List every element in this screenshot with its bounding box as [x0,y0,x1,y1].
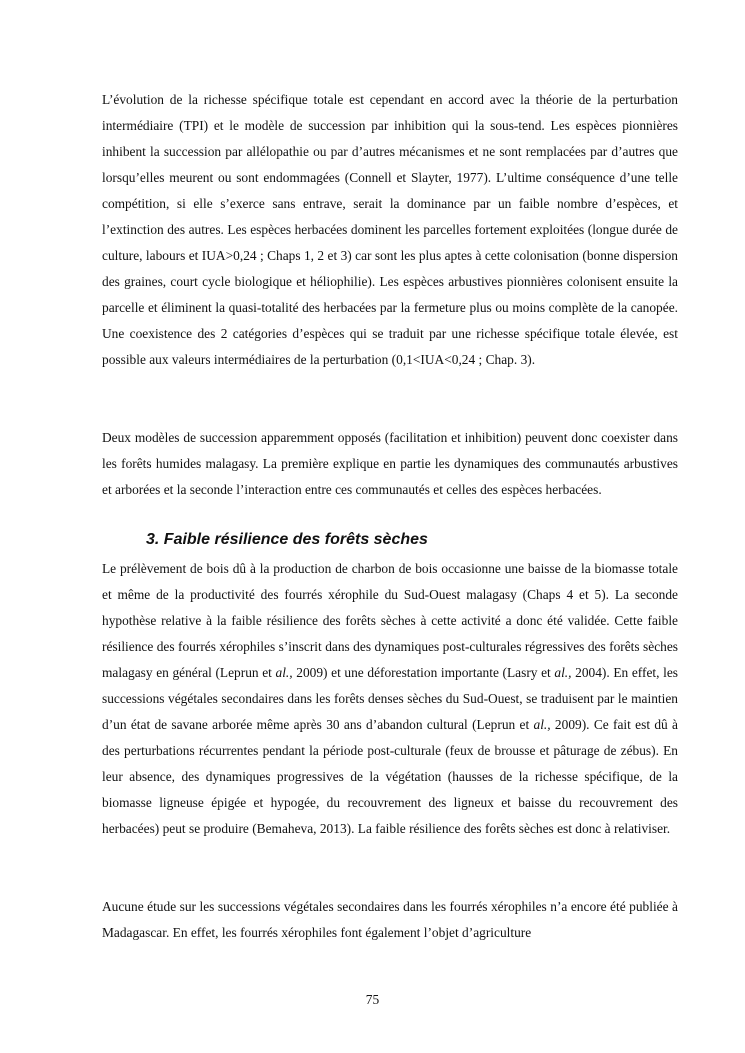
page-number: 75 [365,992,380,1007]
paragraph-text: Le prélèvement de bois dû à la production de charbon de bois occasionne une baisse de la biomasse totale et même de la productivité des fourrés xérophile du Sud-Ouest malagasy (Chaps 4 et 5). La seconde hypothèse relative à la faible résilience des forêts sèches à cette activité a donc été validée. Cette faible résilience des fourrés xérophiles s’inscrit dans des dynamiques post-culturales régressives des forêts sèches malagasy en général (Leprun et [102,561,678,680]
citation-al: al., [554,665,572,680]
paragraph-xerophile-studies: Aucune étude sur les successions végétales secondaires dans les fourrés xérophiles n’a encore été publiée à Madagascar. En effet, les fourrés xérophiles font également l’objet d’agriculture [102,899,678,940]
citation-al: al., [533,717,551,732]
paragraph-dry-forest-resilience [102,556,678,842]
paragraph-text: 2009) et une déforestation importante (Lasry et [292,665,555,680]
paragraph-text: 2004). En effet, les successions végétales secondaires dans les forêts denses sèches du Sud-Ouest, se traduisent par le maintien d’un état de savane arborée même après 30 ans d’abandon cultural (Leprun et [102,665,678,732]
section-heading: 3. Faible résilience des forêts sèches [146,531,428,548]
paragraph-succession-models: Deux modèles de succession apparemment opposés (facilitation et inhibition) peuvent donc coexister dans les forêts humides malagasy. La première explique en partie les dynamiques des communautés arbustives et arborées et la seconde l’interaction entre ces communautés et celles des espèces herbacées. [102,430,678,497]
citation-al: al., [275,665,293,680]
paragraph-tpi-inhibition: L’évolution de la richesse spécifique totale est cependant en accord avec la théorie de la perturbation intermédiaire (TPI) et le modèle de succession par inhibition qui la sous-tend. Les espèces pionnières inhibent la succession par allélopathie ou par d’autres mécanismes et ne sont remplacées par d’autres que lorsqu’elles meurent ou sont endommagées (Connell et Slayter, 1977). L’ultime conséquence d’une telle compétition, si elle s’exerce sans entrave, serait la dominance par un faible nombre d’espèces, et l’extinction des autres. Les espèces herbacées dominent les parcelles fortement exploitées (longue durée de culture, labours et IUA>0,24 ; Chaps 1, 2 et 3) car sont les plus aptes à cette colonisation (bonne dispersion des graines, court cycle biologique et héliophilie). Les espèces arbustives pionnières colonisent ensuite la parcelle et éliminent la quasi-totalité des herbacées par la fermeture plus ou moins complète de la canopée. Une coexistence des 2 catégories d’espèces qui se traduit par une richesse spécifique totale élevée, est possible aux valeurs intermédiaires de la perturbation (0,1<IUA<0,24 ; Chap. 3). [102,92,678,367]
paragraph-text: 2009). Ce fait est dû à des perturbations récurrentes pendant la période post-culturale (feux de brousse et pâturage de zébus). En leur absence, des dynamiques progressives de la végétation (hausses de la richesse spécifique, de la biomasse ligneuse épigée et hypogée, du recouvrement des ligneux et baisse du recouvrement des herbacées) peut se produire (Bemaheva, 2013). La faible résilience des forêts sèches est donc à relativiser. [102,717,678,836]
